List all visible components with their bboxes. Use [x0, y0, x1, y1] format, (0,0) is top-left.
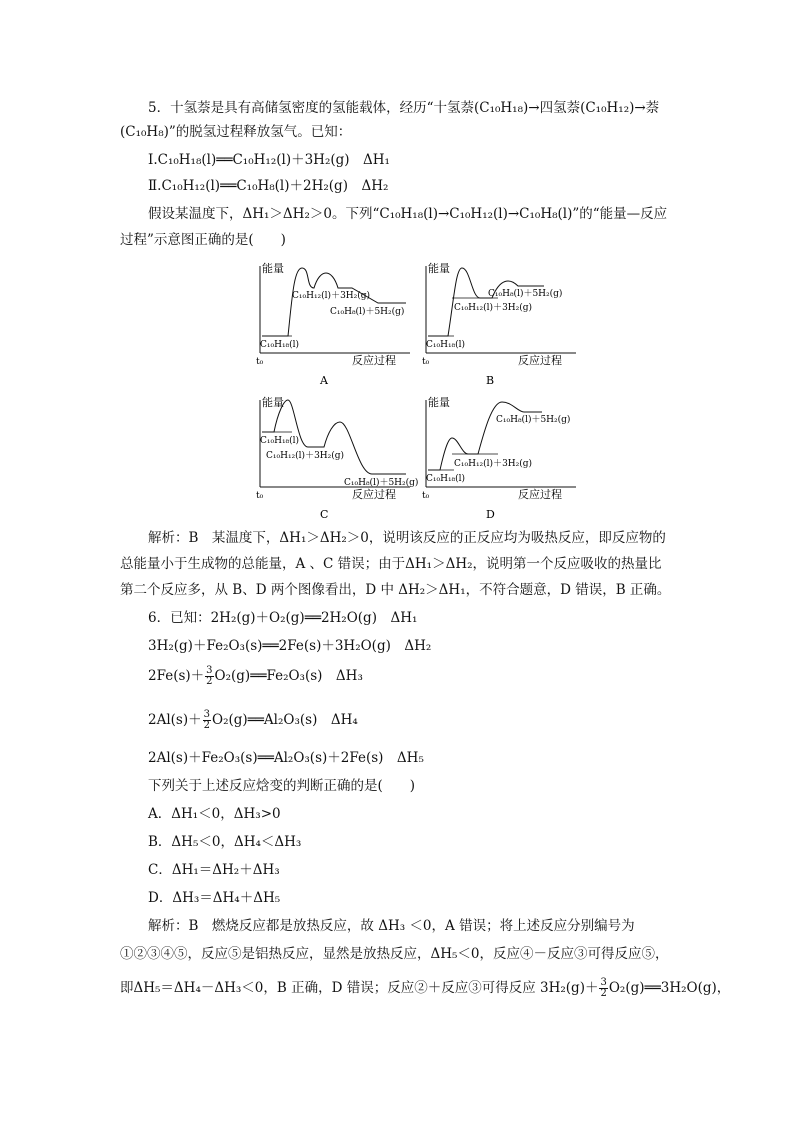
species-a-label: C₁₀H₁₈(l)	[426, 340, 466, 350]
diagram-label-c: C	[320, 508, 329, 521]
fraction-three-halves: $\frac{3}{2}$	[203, 709, 210, 731]
q6-option-a: A．ΔH₁＜0，ΔH₃>0	[148, 806, 281, 822]
energy-curve	[428, 268, 544, 336]
q6-analysis3	[120, 978, 730, 999]
q6-eq3-post: O₂(g)══Fe₂O₃(s) ΔH₃	[214, 668, 363, 684]
diagram-d	[414, 392, 584, 522]
species-b-label: C₁₀H₁₂(l)＋3H₂(g)	[454, 459, 533, 469]
energy-curve	[262, 268, 406, 336]
q6-option-b: B．ΔH₅＜0，ΔH₄＜ΔH₃	[148, 834, 302, 850]
q5-line1: 5．十氢萘是具有高储氢密度的氢能载体，经历“十氢萘(C₁₀H₁₈)→四氢萘(C₁₀H₁₂)→萘	[148, 100, 660, 116]
q6-analysis1: 解析：B 燃烧反应都是放热反应，故 ΔH₃ ＜0，A 错误；将上述反应分别编号为	[148, 918, 635, 934]
q5-line2: (C₁₀H₈)”的脱氢过程释放氢气。已知：	[120, 124, 352, 140]
q6-intro: 6．已知：2H₂(g)＋O₂(g)══2H₂O(g) ΔH₁	[148, 610, 418, 626]
y-axis-label: 能量	[262, 396, 284, 409]
q6-eq5: 2Al(s)＋Fe₂O₃(s)══Al₂O₃(s)＋2Fe(s) ΔH₅	[148, 750, 424, 766]
q5-analysis2: 总能量小于生成物的总能量，A 、C 错误；由于ΔH₁＞ΔH₂，说明第一个反应吸收的热量比	[120, 556, 662, 572]
species-c-label: C₁₀H₈(l)＋5H₂(g)	[496, 415, 571, 425]
fraction-three-halves: $\frac{3}{2}$	[206, 665, 213, 687]
diagram-c	[248, 392, 418, 522]
species-a-label: C₁₀H₁₈(l)	[260, 436, 300, 446]
q5-eq2: Ⅱ.C₁₀H₁₂(l)══C₁₀H₈(l)＋2H₂(g) ΔH₂	[148, 178, 389, 194]
q6-eq2: 3H₂(g)＋Fe₂O₃(s)══2Fe(s)＋3H₂O(g) ΔH₂	[148, 638, 432, 654]
q5-analysis1: 解析：B 某温度下，ΔH₁＞ΔH₂＞0，说明该反应的正反应均为吸热反应，即反应物的	[148, 530, 666, 546]
x-axis-label: 反应过程	[518, 488, 562, 501]
fraction-three-halves: $\frac{3}{2}$	[600, 977, 607, 999]
species-a-label: C₁₀H₁₈(l)	[426, 474, 466, 484]
origin-label: t₀	[422, 491, 430, 501]
y-axis-label: 能量	[428, 396, 450, 409]
q5-analysis3: 第二个反应多，从 B、D 两个图像看出，D 中 ΔH₂＞ΔH₁，不符合题意，D 错误，B 正确。	[120, 582, 671, 598]
origin-label: t₀	[256, 357, 264, 367]
species-b-label: C₁₀H₁₂(l)＋3H₂(g)	[266, 451, 345, 461]
diagram-label-d: D	[486, 508, 495, 521]
q6-stem: 下列关于上述反应焓变的判断正确的是( )	[148, 778, 416, 794]
diagram-b	[414, 258, 584, 388]
q6-eq4-pre: 2Al(s)＋	[148, 712, 202, 728]
origin-label: t₀	[422, 357, 430, 367]
q6-analysis3-post: O₂(g)══3H₂O(g)，	[608, 980, 731, 996]
diagram-label-b: B	[486, 374, 495, 387]
y-axis-label: 能量	[428, 262, 450, 275]
y-axis-label: 能量	[262, 262, 284, 275]
species-a-label: C₁₀H₁₈(l)	[260, 340, 300, 350]
q6-option-c: C．ΔH₁＝ΔH₂＋ΔH₃	[148, 862, 280, 878]
species-c-label: C₁₀H₈(l)＋5H₂(g)	[330, 307, 405, 317]
x-axis-label: 反应过程	[352, 354, 396, 367]
diagram-label-a: A	[320, 374, 328, 387]
q6-option-d: D．ΔH₃＝ΔH₄＋ΔH₅	[148, 890, 281, 906]
q6-eq4-post: O₂(g)══Al₂O₃(s) ΔH₄	[212, 712, 358, 728]
species-c-label: C₁₀H₈(l)＋5H₂(g)	[344, 478, 419, 488]
species-b-label: C₁₀H₁₂(l)＋3H₂(g)	[454, 303, 533, 313]
q6-analysis3-pre: 即ΔH₅＝ΔH₄－ΔH₃＜0，B 正确，D 错误；反应②＋反应③可得反应 3H₂(g)＋	[120, 980, 599, 996]
q6-eq3	[148, 666, 363, 687]
q5-eq1: Ⅰ.C₁₀H₁₈(l)══C₁₀H₁₂(l)＋3H₂(g) ΔH₁	[148, 152, 390, 168]
diagram-a	[248, 258, 418, 388]
q6-eq3-pre: 2Fe(s)＋	[148, 668, 205, 684]
q6-eq4	[148, 710, 358, 731]
origin-label: t₀	[256, 491, 264, 501]
q5-stem1: 假设某温度下，ΔH₁＞ΔH₂＞0。下列“C₁₀H₁₈(l)→C₁₀H₁₂(l)→C₁₀H₈(l)”的“能量—反应	[148, 206, 668, 222]
x-axis-label: 反应过程	[518, 354, 562, 367]
q6-analysis2: ①②③④⑤，反应⑤是铝热反应，显然是放热反应，ΔH₅＜0，反应④－反应③可得反应⑤，	[120, 946, 669, 962]
species-b-label: C₁₀H₁₂(l)＋3H₂(g)	[292, 291, 371, 301]
q5-stem2: 过程”示意图正确的是( )	[120, 232, 286, 248]
x-axis-label: 反应过程	[352, 488, 396, 501]
species-c-label: C₁₀H₈(l)＋5H₂(g)	[488, 289, 563, 299]
